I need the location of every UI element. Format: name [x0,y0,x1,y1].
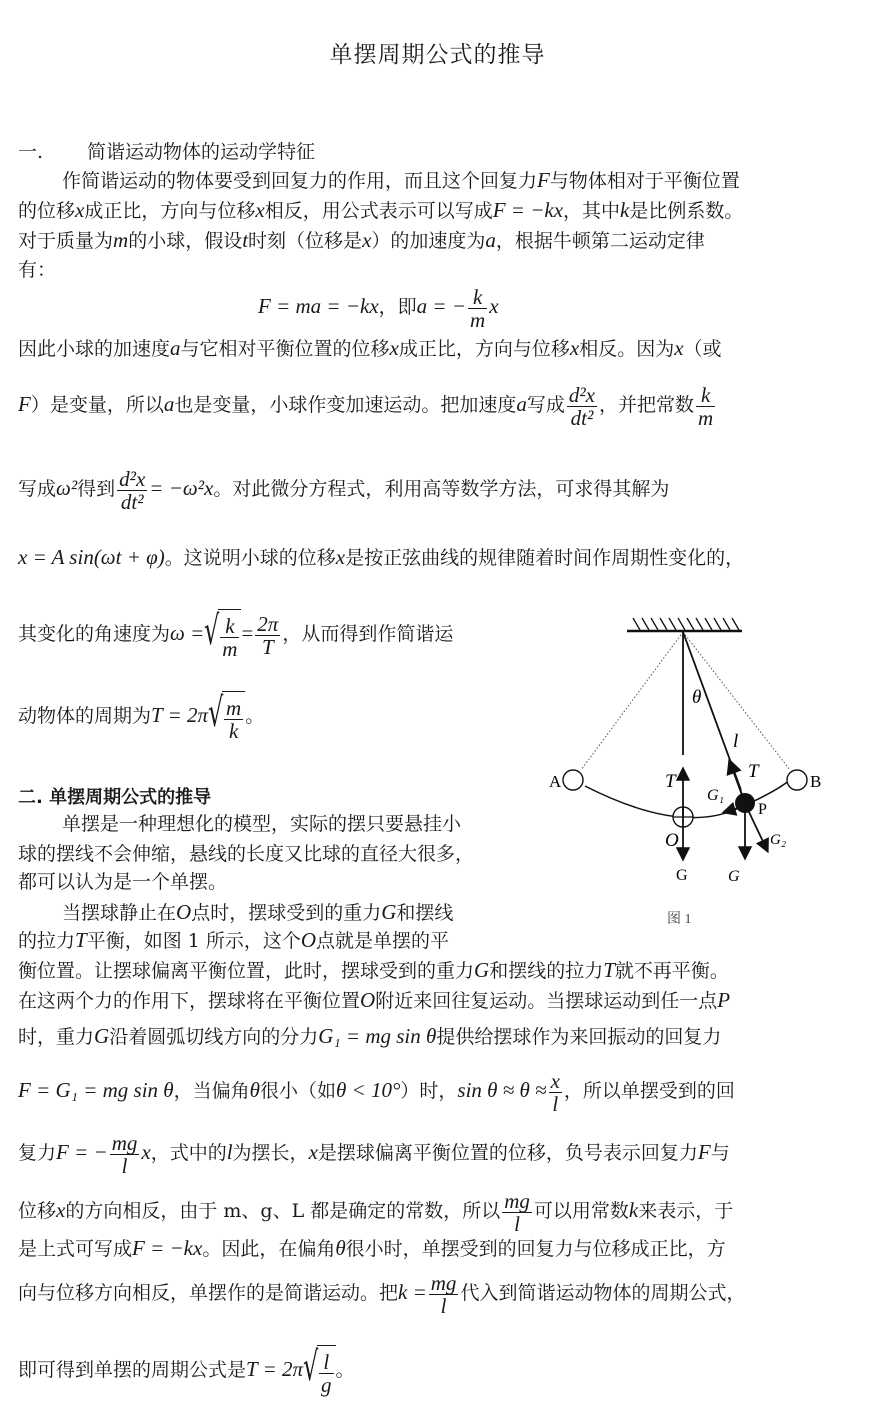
p8-line1: 当摆球静止在O点时，摆球受到的重力G和摆线 [62,900,454,924]
p1-line4: 有： [18,259,57,281]
figure-caption: 图 1 [667,912,692,927]
label-g1: G₁ [707,787,725,804]
ball-a [563,770,583,790]
label-o: O [665,830,679,851]
p1-line2: 的位移x成正比，方向与位移x相反，用公式表示可以写成F = −kx，其中k是比例系数。 [18,198,744,222]
label-p: P [758,801,767,818]
p5-line: 其变化的角速度为ω = √ $\frac{k}{m}$ = $\frac{2\pi}{T}$ ，从而得到作简谐运 [18,608,454,661]
label-theta: θ [692,687,702,708]
p14-line: 即可得到单摆的周期公式是T = 2π √ $\frac{l}{g}$ 。 [18,1344,355,1397]
p7-line3: 都可以认为是一个单摆。 [18,871,228,893]
p9-line1: 衡位置。让摆球偏离平衡位置，此时，摆球受到的重力G和摆线的拉力T就不再平衡。 [18,958,729,982]
ball-b [787,770,807,790]
sqrt-k-over-m: √ $\frac{k}{m}$ [204,609,241,661]
label-t-right: T [748,761,759,782]
fraction-d2x-dt2: $\frac{\text{d²x}}{\text{dt²}}$ [568,382,595,430]
p6-line: 动物体的周期为T = 2π √ $\frac{m}{k}$ 。 [18,690,265,743]
label-t-left: T [665,771,676,792]
p12-line: 位移x的方向相反，由于 m、g、L 都是确定的常数，所以 $\frac{mg}{l}$ 可以用常数k来表示，于 [18,1188,734,1236]
p1-line3: 对于质量为m的小球，假设t时刻（位移是x）的加速度为a，根据牛顿第二运动定律 [18,228,705,252]
p10-line: F = G₁ = mg sin θ，当偏角θ很小（如θ < 10°）时，sin θ ≈ θ ≈ $\frac{x}{l}$ ，所以单摆受到的回 [18,1068,735,1116]
equation-1: F = ma = −kx，即a = − $\frac{k}{m}$ x [258,284,499,332]
label-l: l [733,731,739,752]
section-1-number: 一. [18,141,44,163]
fraction-d2x-dt2-2: $\frac{\text{d²x}}{\text{dt²}}$ [119,466,146,514]
sqrt-m-over-k: √ $\frac{m}{k}$ [208,691,245,743]
p2-line2: F）是变量，所以a也是变量，小球作变加速运动。把加速度a写成 $\frac{\text{d²x}}{\text{dt²}}$ ，并把常数 $\frac{k}{m}$ [18,382,714,430]
fraction-k-over-m: $\frac{k}{m}$ [470,284,486,332]
section-1-title: 简谐运动物体的运动学特征 [87,141,316,163]
p9-line2: 在这两个力的作用下，摆球将在平衡位置O附近来回往复运动。当摆球运动到任一点P [18,988,731,1012]
p11-line: 复力F = − $\frac{mg}{l}$ x，式中的l为摆长，x是摆球偏离平衡位置的位移，负号表示回复力F与 [18,1130,730,1178]
sqrt-l-over-g: √ $\frac{l}{g}$ [303,1345,336,1397]
p1-line1: 作简谐运动的物体要受到回复力的作用，而且这个回复力F与物体相对于平衡位置 [62,168,740,192]
p9-line3: 时，重力G沿着圆弧切线方向的分力G₁ = mg sin θ提供给摆球作为来回振动的回复力 [18,1024,722,1048]
p4-line: x = A sin(ωt + φ)。这说明小球的位移x是按正弦曲线的规律随着时间作周期性变化的， [18,545,745,569]
p13-line1: 是上式可写成F = −kx。因此，在偏角θ很小时，单摆受到的回复力与位移成正比，方 [18,1236,726,1260]
label-a: A [549,772,562,791]
page-title: 单摆周期公式的推导 [329,42,546,68]
ceiling-support [627,618,742,631]
fraction-k-over-m-2: $\frac{k}{m}$ [698,382,714,430]
p13-line2: 向与位移方向相反，单摆作的是简谐运动。把k = $\frac{mg}{l}$ 代入到简谐运动物体的周期公式， [18,1270,746,1318]
label-g-right: G [728,868,740,885]
fraction-2pi-over-T: $\frac{2\pi}{T}$ [257,611,279,659]
section-1-heading [18,140,315,164]
label-g-left: G [676,867,688,884]
label-g2: G₂ [770,832,787,848]
p7-line2: 球的摆线不会伸缩，悬线的长度又比球的直径大很多， [18,843,475,865]
p3-line: 写成ω²得到 $\frac{\text{d²x}}{\text{dt²}}$ = −ω²x。对此微分方程式，利用高等数学方法，可求得其解为 [18,466,670,514]
p7-line1: 单摆是一种理想化的模型，实际的摆只要悬挂小 [62,813,462,835]
dotted-line-a [581,632,683,770]
section-2-heading: 二. 单摆周期公式的推导 [18,787,212,808]
p2-line1: 因此小球的加速度a与它相对平衡位置的位移x成正比，方向与位移x相反。因为x（或 [18,336,722,360]
p8-line2: 的拉力T平衡，如图 1 所示，这个O点就是单摆的平 [18,928,450,952]
label-b: B [810,772,822,791]
pendulum-diagram [545,600,855,930]
